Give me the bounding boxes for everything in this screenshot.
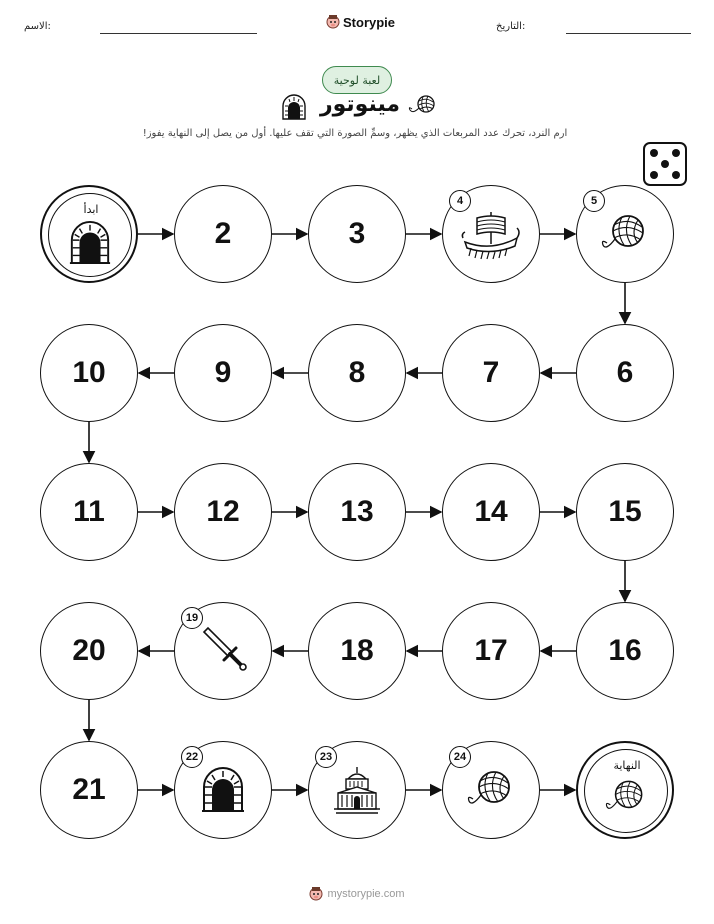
footer-site: mystorypie.com [327,888,405,900]
tunnel-icon [68,221,112,269]
cell-number: 7 [482,356,500,389]
cell-number: 21 [72,773,106,806]
cell-number-badge: 24 [449,746,471,768]
cell-number-badge: 22 [181,746,203,768]
board-cell-12 [174,463,272,561]
end-label: النهاية [613,759,641,772]
cell-number: 10 [72,356,106,389]
board-cell-24 [442,741,540,839]
board-cell-11 [40,463,138,561]
board-cell-4 [442,185,540,283]
board-cell-8 [308,324,406,422]
board-cell-18 [308,602,406,700]
board-cell-9 [174,324,272,422]
pig-mascot-icon [309,886,323,902]
board-cell-19 [174,602,272,700]
board-cell-5 [576,185,674,283]
tunnel-icon [200,767,246,813]
yarn-icon [600,211,650,257]
cell-number: 16 [608,634,642,667]
yarn-icon [466,767,516,813]
brand-name: Storypie [343,14,396,30]
cell-number: 14 [474,495,508,528]
cell-number-badge: 5 [583,190,605,212]
board-game-badge: لعبة لوحية [322,66,392,94]
ship-icon [459,208,523,260]
yarn-icon [604,777,648,821]
cell-number: 2 [214,217,232,250]
footer [0,886,714,902]
board-cell-16 [576,602,674,700]
palace-icon [330,763,384,817]
board-cell-15 [576,463,674,561]
cell-number: 15 [608,495,642,528]
date-label: التاريخ: [496,21,526,32]
start-label: ابدأ [83,203,99,216]
cell-number: 20 [72,634,106,667]
cell-number: 8 [348,356,366,389]
board-cell-20 [40,602,138,700]
cell-number: 6 [616,356,634,389]
game-instructions: ارم النرد، تحرك عدد المربعات الذي يظهر، وسمِّ الصورة التي تقف عليها. أول من يصل إلى النهاية يفوز! [142,128,568,139]
board-cell-22 [174,741,272,839]
board-cell-1 [40,185,138,283]
board-cell-25 [576,741,674,839]
cell-number: 3 [348,217,366,250]
cell-number: 11 [73,495,105,528]
cell-number: 18 [340,634,374,667]
board-cell-23 [308,741,406,839]
cell-number-badge: 19 [181,607,203,629]
cell-number-badge: 23 [315,746,337,768]
cell-number: 17 [474,634,508,667]
cell-number: 12 [206,495,240,528]
board-cell-7 [442,324,540,422]
board-cell-2 [174,185,272,283]
game-title: مينوتور [319,92,401,117]
board-cell-6 [576,324,674,422]
board-cell-10 [40,324,138,422]
board-cell-17 [442,602,540,700]
name-label: الاسم: [24,21,51,32]
board-cell-13 [308,463,406,561]
cell-number: 9 [214,356,232,389]
board-cell-21 [40,741,138,839]
cell-number: 13 [340,495,374,528]
board-cell-14 [442,463,540,561]
board-cell-3 [308,185,406,283]
sword-icon [198,626,248,676]
cell-number-badge: 4 [449,190,471,212]
